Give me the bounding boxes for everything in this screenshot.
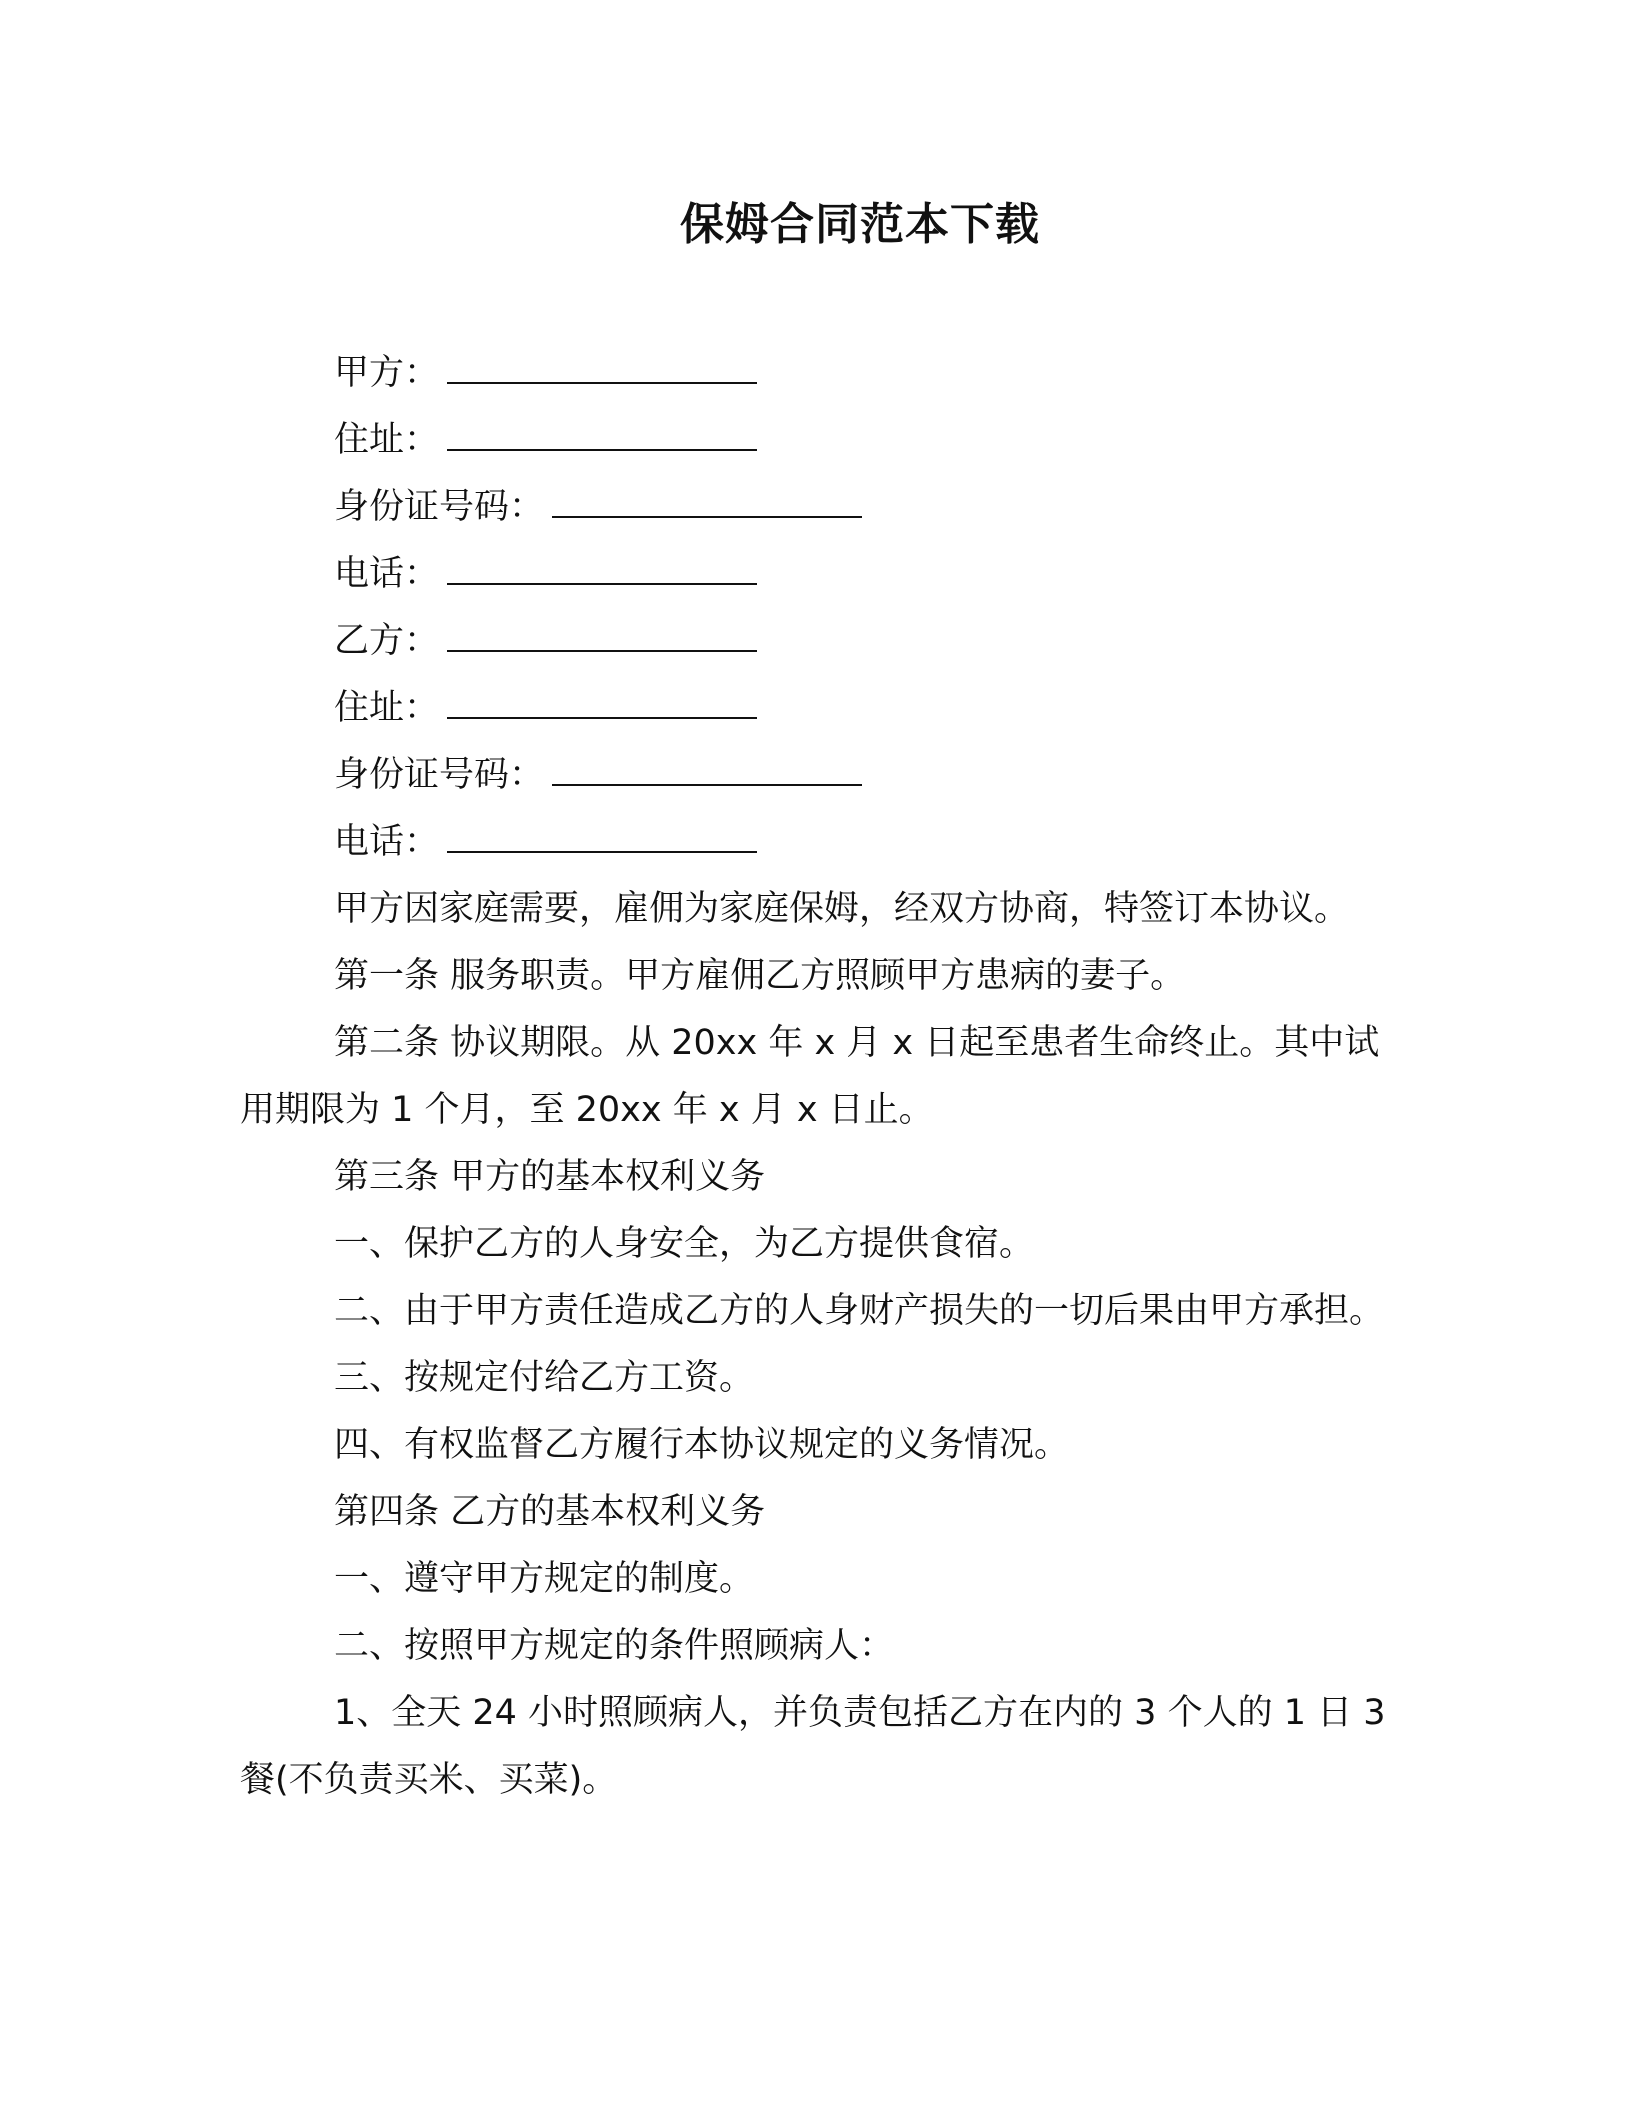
blank-line [552, 754, 862, 786]
field-party-b-address [240, 675, 1390, 742]
document-body [240, 340, 1390, 1814]
field-party-a-address [240, 407, 1390, 474]
field-party-b [240, 608, 1390, 675]
paragraph-article-3-item-1: 一、保护乙方的人身安全，为乙方提供食宿。 [334, 1224, 1035, 1264]
field-party-b-phone [240, 809, 1390, 876]
paragraph-article-1: 第一条 服务职责。甲方雇佣乙方照顾甲方患病的妻子。 [334, 956, 1186, 996]
field-label: 身份证号码： [334, 487, 545, 527]
blank-line [447, 352, 757, 384]
blank-line [447, 419, 757, 451]
field-party-a-id [240, 474, 1390, 541]
field-label: 乙方： [334, 621, 440, 661]
paragraph-article-4-item-2: 二、按照甲方规定的条件照顾病人： [334, 1626, 895, 1666]
blank-line [447, 687, 757, 719]
paragraph-article-2: 第二条 协议期限。从 20xx 年 x 月 x 日起至患者生命终止。其中试用期限为 1 个月，至 20xx 年 x 月 x 日止。 [240, 1023, 1380, 1130]
paragraph-article-4-item-1: 一、遵守甲方规定的制度。 [334, 1559, 755, 1599]
blank-line [447, 821, 757, 853]
blank-line [447, 620, 757, 652]
field-party-a [240, 340, 1390, 407]
blank-line [552, 486, 862, 518]
paragraph-article-3-item-2: 二、由于甲方责任造成乙方的人身财产损失的一切后果由甲方承担。 [334, 1291, 1385, 1331]
field-label: 住址： [334, 420, 440, 460]
paragraph-preamble: 甲方因家庭需要，雇佣为家庭保姆，经双方协商，特签订本协议。 [334, 889, 1350, 929]
paragraph-article-3-item-3: 三、按规定付给乙方工资。 [334, 1358, 755, 1398]
paragraph-article-4-heading: 第四条 乙方的基本权利义务 [334, 1492, 766, 1532]
field-label: 甲方： [334, 353, 440, 393]
paragraph-article-4-item-2-sub-1: 1、全天 24 小时照顾病人，并负责包括乙方在内的 3 个人的 1 日 3 餐(不负责买米、买菜)。 [240, 1693, 1386, 1800]
document-title: 保姆合同范本下载 [680, 199, 1040, 250]
blank-line [447, 553, 757, 585]
paragraph-article-3-heading: 第三条 甲方的基本权利义务 [334, 1157, 766, 1197]
field-party-b-id [240, 742, 1390, 809]
field-label: 电话： [334, 554, 440, 594]
paragraph-article-3-item-4: 四、有权监督乙方履行本协议规定的义务情况。 [334, 1425, 1070, 1465]
field-label: 身份证号码： [334, 755, 545, 795]
field-label: 电话： [334, 822, 440, 862]
field-party-a-phone [240, 541, 1390, 608]
field-label: 住址： [334, 688, 440, 728]
